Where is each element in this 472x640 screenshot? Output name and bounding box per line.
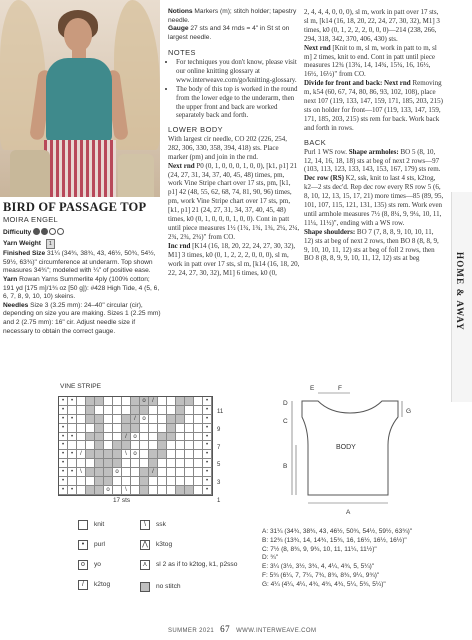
chart-cell [167,477,176,486]
lower-body-intro: With largest cir needle, CO 202 (226, 254, 282, 306, 330, 358, 394, 418) sts. Place marker (pm) and join in the rnd. [168,134,287,161]
chart-cell [131,486,140,495]
chart-cell [113,477,122,486]
chart-cell [122,406,131,415]
chart-cell: • [59,486,68,495]
chart-cell [167,424,176,433]
chart-cell: / [122,433,131,442]
next-rnd-2: Next rnd [Knit to m, sl m, work in patt to m, sl m] 2 times, knit to end. Cont in patt until piece measures 12¾ (13¾, 14, 14¾, 15¾, 16, 16½, 16½, 16½)" from CO. [304,43,437,79]
legend-item [140,540,173,550]
chart-cell [86,459,95,468]
chart-cell [77,406,86,415]
chart-cell [86,406,95,415]
pattern-specs [3,228,161,336]
chart-title: VINE STRIPE [60,383,102,390]
label-g: G [406,408,412,415]
chart-cell: • [59,477,68,486]
chart-cell [122,441,131,450]
chart-cell [95,406,104,415]
model-photo [0,0,160,197]
k2tog-symbol-icon: / [78,580,88,590]
inc-rnd-instruction: Inc rnd [K14 (16, 18, 20, 22, 24, 27, 30, 32), M1] 3 times, k0 (0, 1, 2, 2, 2, 0, 0, 0), sl m, work in patt over 17 sts, sl m, [k14 (16, 18, 20, 22, 24, 27, 30, 32), M1] 6 times, k0 (0, [168,241,300,277]
chart-cell [131,441,140,450]
chart-cell [131,406,140,415]
ssk-symbol-icon: \ [140,520,150,530]
chart-cell [194,459,203,468]
chart-cell: \ [122,450,131,459]
legend-label: k2tog [94,581,111,588]
measurement-g: G: 4¼ (4¼, 4¼, 4¾, 4¾, 4¾, 5¼, 5¾, 5¼)" [262,580,386,588]
notes-heading: NOTES [168,48,196,58]
chart-cell [140,459,149,468]
pattern-title: BIRD OF PASSAGE TOP [3,200,147,214]
row-number: 5 [217,462,221,469]
chart-cell [167,397,176,406]
chart-cell [122,459,131,468]
sl2-k1-p2sso-symbol-icon: ⋏ [140,560,150,570]
chart-cell [131,477,140,486]
chart-cell [95,468,104,477]
chart-cell: • [203,441,212,450]
chart-cell [113,406,122,415]
dec-row: Dec row (RS) K2, ssk, knit to last 4 sts, k2tog, k2—2 sts dec'd. Rep dec row every RS row 5 (6, 8, 10, 12, 13, 15, 17, 21) more times—85 (89, 95, 101, 107, 115, 121, 131, 135) sts rem. Work even until armhole measures 7½ (8, 8¼, 9, 9¼, 10, 11, 11¼, 11½)", ending with a WS row. [304,174,444,227]
chart-cell [104,397,113,406]
no-stitch-symbol-icon [140,582,150,592]
label-d: D [283,400,288,407]
legend-label: k3tog [156,541,173,548]
legend-label: knit [94,521,105,528]
lower-body-heading: LOWER BODY [168,125,224,135]
chart-cell [167,415,176,424]
chart-cell [104,468,113,477]
chart-cell [185,415,194,424]
chart-cell: • [203,406,212,415]
chart-cell [77,459,86,468]
chart-cell: • [68,450,77,459]
chart-cell: • [203,459,212,468]
shape-armholes: Purl 1 WS row. Shape armholes: BO 5 (8, 10, 12, 14, 16, 18, 18) sts at beg of next 2 rows—97 (103, 113, 123, 133, 143, 153, 167, 179) sts rem. [304,147,441,174]
column-2 [168,8,300,277]
body-label: BODY [336,444,356,451]
chart-cell [113,441,122,450]
chart-cell [77,415,86,424]
chart-cell [158,406,167,415]
chart-cell [158,441,167,450]
next-rnd-instruction: Next rnd P0 (0, 1, 0, 0, 0, 1, 0, 0), [k1, p1] 21 (24, 27, 31, 34, 37, 40, 45, 48) times, pm, work Vine Stripe chart over 17 sts, pm, [k1, p1] 42 (48, 55, 62, 68, 74, 81, 90, 96) times, pm, work Vine Stripe chart over 17 sts, pm, [k1, p1] 21 (24, 27, 31, 34, 37, 40, 45, 48) times, k0 (0, 1, 0, 0, 0, 1, 0, 0). Cont in patt until piece measures 1½ (1¾, 1¾, 1¾, 2¼, 2¼, 2¾, 2¾, 2¾)" from CO. [168,161,300,241]
chart-cell [140,424,149,433]
chart-cell [149,415,158,424]
legend-item [140,582,181,592]
chart-cell [176,433,185,442]
chart-cell [95,424,104,433]
k3tog-symbol-icon: ⋀ [140,540,150,550]
legend-item [78,560,101,570]
chart-cell [149,406,158,415]
chart-cell [122,477,131,486]
chart-cell [167,406,176,415]
chart-cell [140,406,149,415]
chart-cell [104,459,113,468]
chart-cell: • [68,468,77,477]
chart-cell: o [140,397,149,406]
row-number: 9 [217,426,221,433]
chart-cell [149,433,158,442]
chart-cell [104,450,113,459]
legend-item [78,540,105,550]
chart-cell: / [149,397,158,406]
chart-cell [140,477,149,486]
chart-cell [86,450,95,459]
chart-cell [194,433,203,442]
chart-cell [140,486,149,495]
chart-cell [185,424,194,433]
chart-cell: • [59,450,68,459]
chart-width-label: 17 sts [113,497,131,504]
label-f: F [338,385,342,392]
chart-cell [167,486,176,495]
chart-cell [131,397,140,406]
chart-cell: • [203,433,212,442]
footer-website: WWW.INTERWEAVE.COM [236,628,317,634]
chart-cell [104,433,113,442]
chart-cell [86,424,95,433]
chart-cell: • [203,468,212,477]
measurements-list [262,528,442,590]
chart-cell [113,415,122,424]
chart-cell [68,406,77,415]
notions: Notions Markers (m); stitch holder; tapestry needle. [168,8,297,24]
chart-cell [131,468,140,477]
chart-cell [176,468,185,477]
chart-cell [104,477,113,486]
chart-cell [194,450,203,459]
chart-cell [77,433,86,442]
chart-cell: o [113,468,122,477]
measurement-a: A: 31¼ (34¾, 38¾, 43, 46½, 50¾, 54½, 59½, 63¾)" [262,528,413,535]
chart-cell [95,415,104,424]
chart-cell: o [140,415,149,424]
chart-cell: • [68,486,77,495]
chart-cell [194,477,203,486]
chart-cell [185,441,194,450]
chart-cell [68,441,77,450]
chart-cell [185,459,194,468]
chart-cell [140,468,149,477]
chart-cell [113,397,122,406]
chart-cell [95,486,104,495]
chart-cell [77,397,86,406]
label-c: C [283,418,288,425]
chart-cell [131,424,140,433]
chart-cell [176,397,185,406]
section-tab-label: HOME & AWAY [455,252,465,331]
measurement-c: C: 7½ (8, 8¾, 9, 9¾, 10, 11, 11¼, 11½)" [262,545,377,553]
chart-cell [185,450,194,459]
chart-cell [185,486,194,495]
measurement-d: D: ¾" [262,554,279,562]
chart-cell: • [59,459,68,468]
chart-cell [95,397,104,406]
chart-cell [167,459,176,468]
chart-cell [86,486,95,495]
chart-cell [77,424,86,433]
chart-cell [176,450,185,459]
vine-stripe-chart [58,396,213,496]
chart-cell: • [203,397,212,406]
designer-name: MOIRA ENGEL [3,215,58,224]
chart-cell [95,433,104,442]
page-footer [168,624,316,634]
chart-cell [158,433,167,442]
chart-cell [158,450,167,459]
chart-cell [122,424,131,433]
chart-cell [122,468,131,477]
garment-schematic [278,383,454,518]
chart-cell [158,477,167,486]
chart-cell [68,477,77,486]
shape-shoulders: Shape shoulders: BO 7 (7, 8, 8, 9, 10, 10, 11, 12) sts at beg of next 2 rows, then BO 8 (8, 8, 9, 9, 10, 10, 11, 12) sts at beg of foll 2 rows, then BO 8 (8, 8, 9, 9, 10, 11, 12, 12) sts at beg [304,227,439,263]
chart-cell: • [203,477,212,486]
chart-cell: • [203,415,212,424]
chart-cell [176,477,185,486]
chart-cell: o [131,450,140,459]
chart-cell [95,450,104,459]
chart-cell: • [59,433,68,442]
chart-cell [167,441,176,450]
chart-cell [176,459,185,468]
chart-cell [185,397,194,406]
chart-cell [194,468,203,477]
inc-rnd-continued: 2, 4, 4, 4, 0, 0, 0), sl m, work in patt over 17 sts, sl m, [k14 (16, 18, 20, 22, 24, 27, 30, 32), M1] 3 times, k0 (0, 1, 2, 2, 2, 0, 0, 0)—214 (238, 266, 294, 318, 342, 370, 406, 430) sts. [304,8,440,43]
knit-symbol-icon [78,520,88,530]
chart-cell: • [203,486,212,495]
chart-cell: o [104,486,113,495]
chart-cell: \ [122,486,131,495]
chart-cell [185,468,194,477]
chart-cell [167,468,176,477]
chart-cell [167,450,176,459]
chart-cell: • [203,450,212,459]
chart-cell [68,459,77,468]
label-a: A [346,509,351,516]
chart-cell: • [68,433,77,442]
column-3 [304,8,444,263]
row-number: 11 [217,409,224,415]
chart-cell [176,415,185,424]
footer-season: SUMMER 2021 [168,628,215,634]
chart-cell [158,415,167,424]
measurement-b: B: 12¾ (13¾, 14, 14¾, 15¾, 16, 16½, 16½, 16½)" [262,536,407,544]
chart-cell: • [68,397,77,406]
chart-cell [140,433,149,442]
finished-size: Finished Size 31¼ (34¾, 38¾, 43, 46½, 50¾, 54½, 59½, 63¾)" circumference at underarm. Top shown measures 34¾"; modeled with ¼" of positive ease. [3,250,156,275]
chart-cell [194,415,203,424]
row-number: 7 [217,444,221,451]
chart-cell [149,477,158,486]
chart-cell [176,406,185,415]
section-tab [451,192,472,402]
chart-cell [122,415,131,424]
difficulty-label: Difficulty [3,229,32,236]
purl-symbol-icon: • [78,540,88,550]
chart-cell [176,486,185,495]
chart-cell [68,424,77,433]
chart-cell [140,450,149,459]
needles-info: Needles Size 3 (3.25 mm): 24–40" circular (cir), depending on size you are making. Sizes 1 (2.25 mm) and 2 (2.75 mm): 16" cir. Adjust needle size if necessary to obtain the correct gauge. [3,301,161,335]
chart-cell [86,397,95,406]
chart-cell [86,415,95,424]
chart-cell [122,397,131,406]
chart-cell [95,459,104,468]
chart-cell [113,424,122,433]
chart-cell: • [203,424,212,433]
yo-symbol-icon: o [78,560,88,570]
chart-cell [194,486,203,495]
back-heading: BACK [304,137,327,147]
note-item: • For techniques you don't know, please visit our online knitting glossary at www.interweave.com/go/knitting-glossary. [176,58,300,85]
chart-cell [149,441,158,450]
legend-label: yo [94,561,101,568]
chart-cell [104,415,113,424]
chart-cell [77,477,86,486]
chart-cell: / [131,415,140,424]
legend-label: sl 2 as if to k2tog, k1, p2sso [156,561,238,568]
chart-cell [113,486,122,495]
difficulty-dots-icon [33,229,65,236]
chart-cell [104,441,113,450]
yarn-weight-badge: 1 [46,239,55,250]
chart-cell [149,459,158,468]
chart-cell [194,424,203,433]
chart-cell [86,468,95,477]
measurement-e: E: 3¼ (3½, 3½, 3¾, 4, 4¼, 4¾, 5, 5¼)" [262,563,375,571]
chart-cell [185,406,194,415]
legend-item [78,580,111,590]
chart-cell [194,397,203,406]
chart-cell [77,441,86,450]
chart-cell: • [68,415,77,424]
notes-list [168,58,300,120]
label-b: B [283,463,288,470]
chart-cell [113,450,122,459]
chart-cell [194,441,203,450]
legend-item [78,520,105,530]
chart-cell [158,424,167,433]
legend-item [140,560,238,570]
chart-cell [185,433,194,442]
chart-cell: / [77,450,86,459]
page-number: 67 [220,624,230,634]
yarn-info: Yarn Rowan Yarns Summerlite 4ply (100% cotton; 191 yd [175 m]/1¾ oz [50 g]): #428 High Tide, 4 (5, 6, 6, 7, 8, 9, 10, 10) skeins. [3,275,160,301]
chart-cell: \ [77,468,86,477]
chart-cell: o [131,433,140,442]
chart-cell [158,486,167,495]
chart-cell: • [59,441,68,450]
legend-label: ssk [156,521,166,528]
chart-cell [86,441,95,450]
chart-cell [131,459,140,468]
chart-cell [77,486,86,495]
chart-cell [113,433,122,442]
chart-cell [86,433,95,442]
chart-cell: • [59,415,68,424]
chart-cell [104,406,113,415]
chart-cell: • [59,424,68,433]
chart-cell [167,433,176,442]
divide-front-back: Divide for front and back: Next rnd Removing m, k54 (60, 67, 74, 80, 86, 93, 102, 108), place next 107 (119, 133, 147, 159, 171, 185, 203, 215) sts on holder for front—107 (119, 133, 147, 159, 171, 185, 203, 215) sts rem for back. Work back and forth in rows. [304,79,443,132]
chart-cell [194,406,203,415]
chart-cell [140,441,149,450]
legend-item [140,520,166,530]
yarn-weight-label: Yarn Weight [3,239,41,247]
chart-cell: / [149,468,158,477]
chart-cell [176,424,185,433]
chart-cell [158,468,167,477]
chart-cell [113,459,122,468]
chart-cell [176,441,185,450]
row-number: 1 [217,497,221,504]
chart-cell [158,397,167,406]
chart-cell [149,424,158,433]
measurement-f: F: 5¾ (6¼, 7, 7¼, 7¾, 8¾, 8¾, 9¼, 9¾)" [262,571,380,579]
chart-cell [158,459,167,468]
gauge: Gauge 27 sts and 34 rnds = 4" in St st on largest needle. [168,25,290,41]
chart-cell: • [59,397,68,406]
label-e: E [310,385,315,392]
legend-label: no stitch [156,583,181,590]
chart-row-numbers [217,404,223,511]
chart-cell [185,477,194,486]
note-item: • The body of this top is worked in the round from the lower edge to the underarm, then the upper front and back are worked separately back and forth. [176,85,300,121]
chart-cell: • [59,406,68,415]
chart-cell: • [59,468,68,477]
row-number: 3 [217,480,221,487]
chart-cell [104,424,113,433]
chart-cell [149,486,158,495]
legend-label: purl [94,541,105,548]
chart-cell [86,477,95,486]
chart-cell [95,477,104,486]
chart-cell [149,450,158,459]
chart-cell [95,441,104,450]
